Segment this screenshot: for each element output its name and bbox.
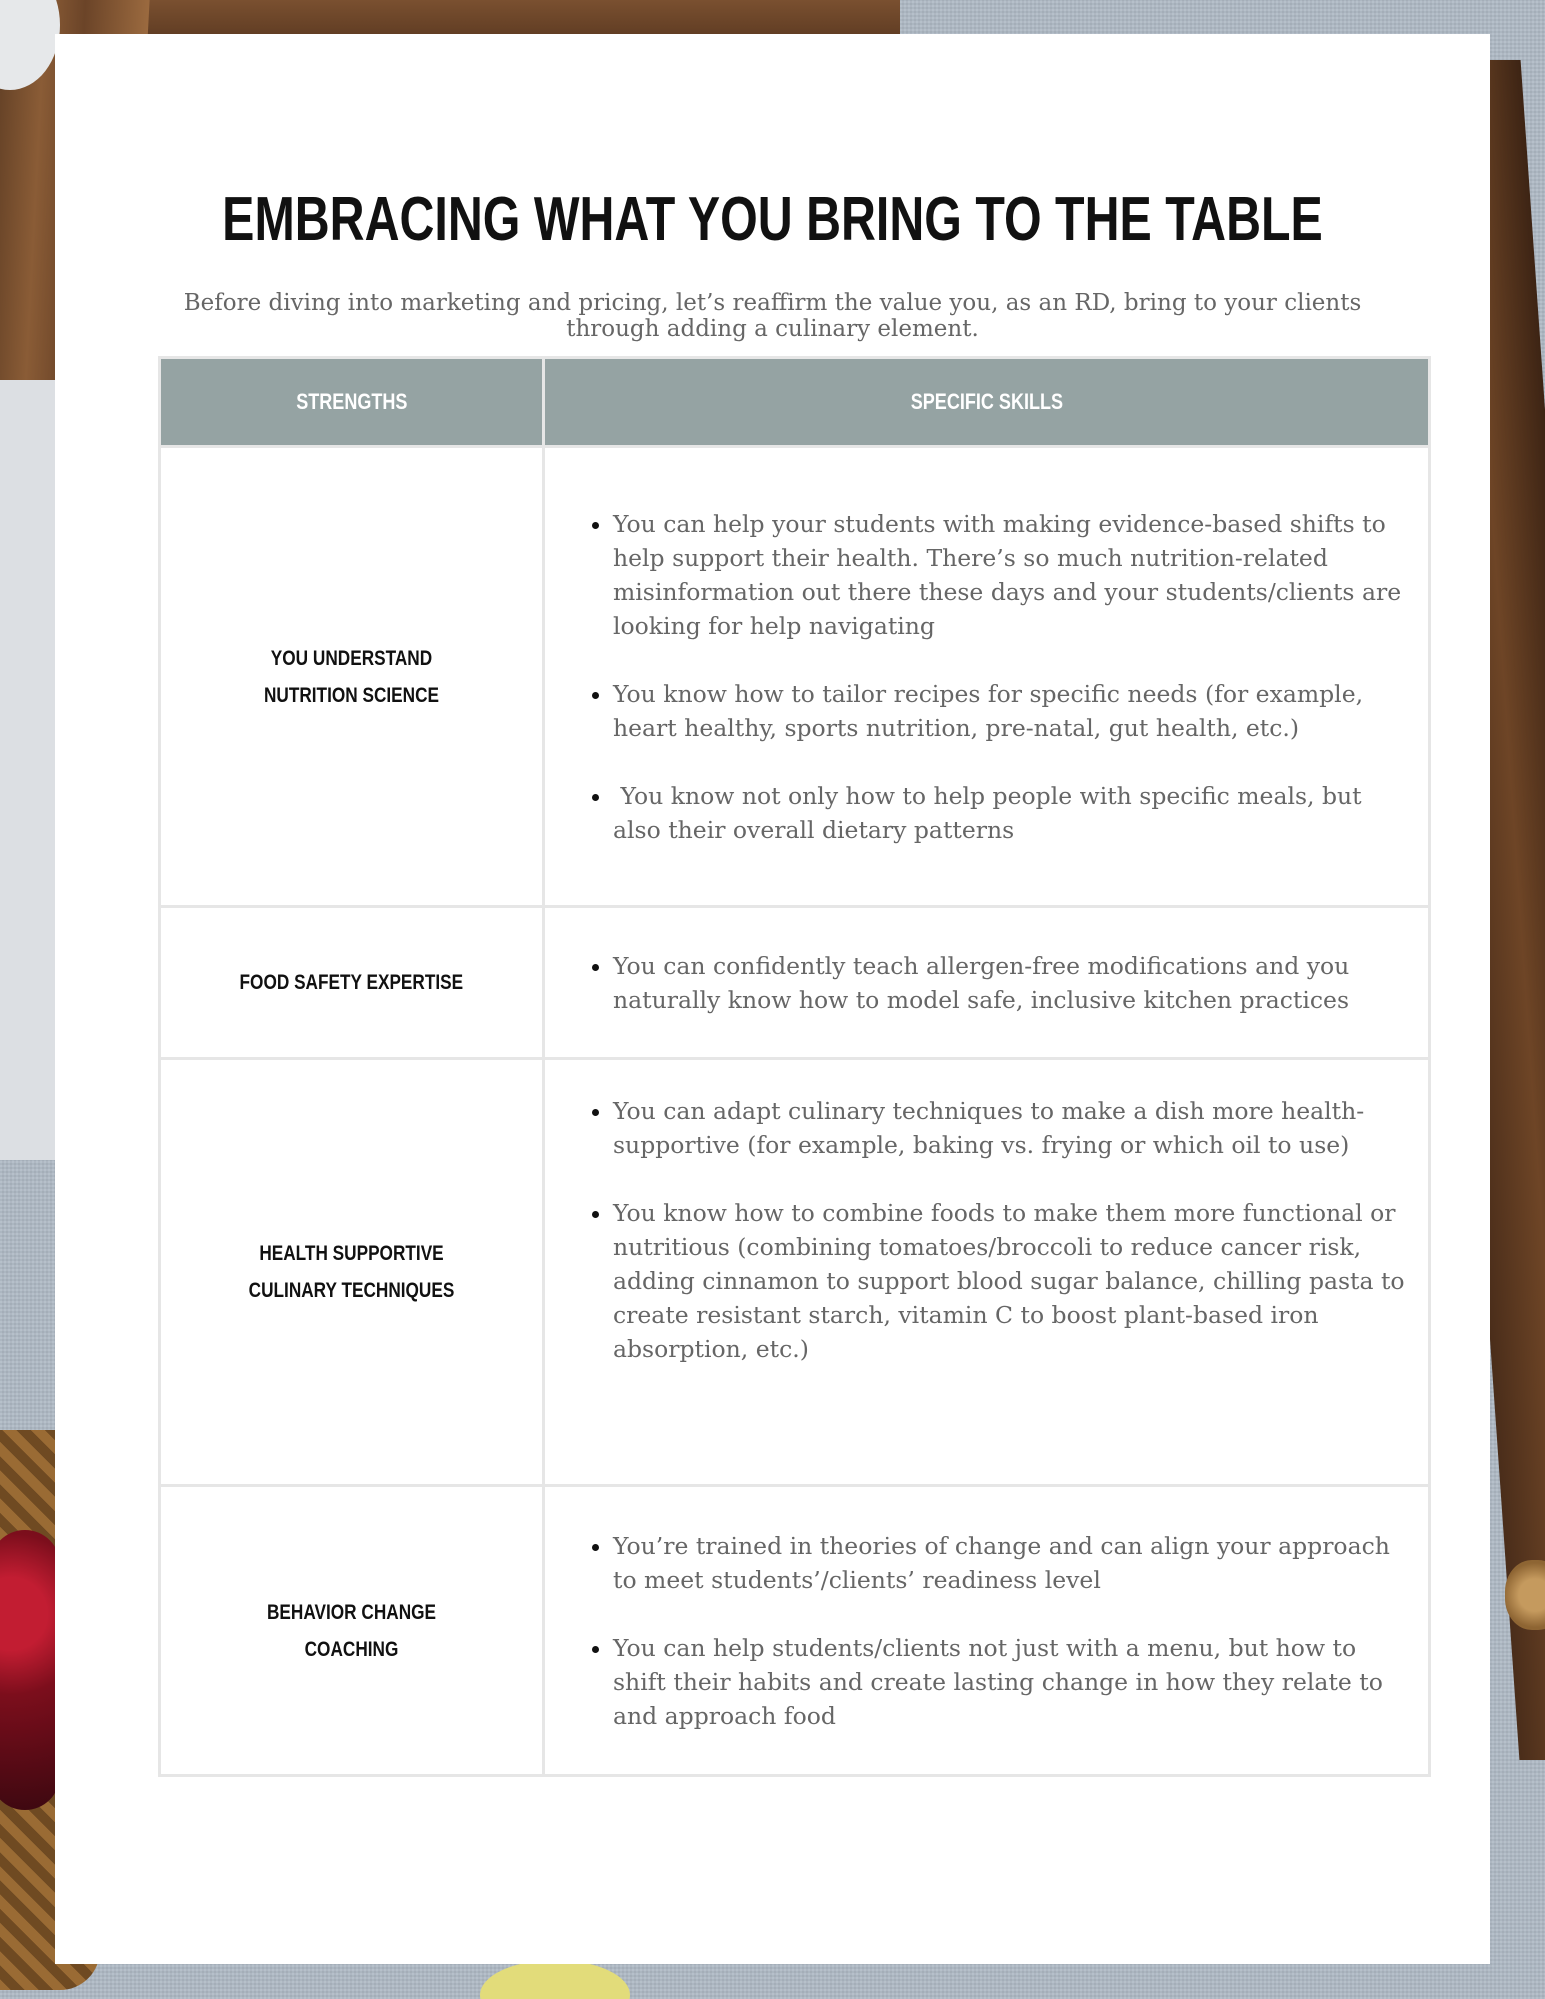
skill-item: • You know how to tailor recipes for specific needs (for example, heart healthy, sports nutrition, pre-natal, gut health, etc.) (613, 677, 1408, 745)
header-specific-skills: SPECIFIC SKILLS (544, 358, 1430, 447)
skill-item: • You know how to combine foods to make them more functional or nutritious (combining tomatoes/broccoli to reduce cancer risk, adding cinnamon to support blood sugar balance, chilling pasta to create resistant starch, vitamin C to boost plant-based iron absorption, etc.) (613, 1196, 1408, 1366)
walnut (1505, 1560, 1545, 1630)
skills-cell (544, 907, 1430, 1059)
pomegranate (0, 1530, 60, 1810)
header-strengths: STRENGTHS (160, 358, 544, 447)
strengths-table (158, 356, 1431, 1777)
table-row (160, 447, 1430, 907)
skills-list (579, 949, 1408, 1017)
table-row (160, 1486, 1430, 1776)
strength-cell: FOOD SAFETY EXPERTISE (160, 907, 544, 1059)
skills-cell (544, 447, 1430, 907)
skills-list (579, 507, 1408, 847)
table-header-row (160, 358, 1430, 447)
table-row (160, 907, 1430, 1059)
skills-cell (544, 1486, 1430, 1776)
page-subtitle: Before diving into marketing and pricing, let’s reaffirm the value you, as an RD, bring to your clients through adding a culinary element. (183, 290, 1362, 342)
page-title: EMBRACING WHAT YOU BRING TO THE TABLE (222, 185, 1323, 254)
table-row (160, 1059, 1430, 1486)
skill-item: • You can adapt culinary techniques to make a dish more health-supportive (for example, baking vs. frying or which oil to use) (613, 1094, 1408, 1162)
skill-item: • You can confidently teach allergen-free modifications and you naturally know how to model safe, inclusive kitchen practices (613, 949, 1408, 1017)
strength-cell: BEHAVIOR CHANGE COACHING (160, 1486, 544, 1776)
skills-list (579, 1094, 1408, 1366)
skill-item: • You’re trained in theories of change and can align your approach to meet students’/clients’ readiness level (613, 1529, 1408, 1597)
skills-cell (544, 1059, 1430, 1486)
strength-cell: YOU UNDERSTAND NUTRITION SCIENCE (160, 447, 544, 907)
strength-cell: HEALTH SUPPORTIVE CULINARY TECHNIQUES (160, 1059, 544, 1486)
document-page (55, 34, 1490, 1964)
skill-item: • You can help your students with making evidence-based shifts to help support their health. There’s so much nutrition-related misinformation out there these days and your students/clients are looking for help navigating (613, 507, 1408, 643)
skill-item: • You can help students/clients not just with a menu, but how to shift their habits and create lasting change in how they relate to and approach food (613, 1631, 1408, 1733)
skill-item: • You know not only how to help people with specific meals, but also their overall dietary patterns (613, 779, 1408, 847)
skills-list (579, 1529, 1408, 1733)
